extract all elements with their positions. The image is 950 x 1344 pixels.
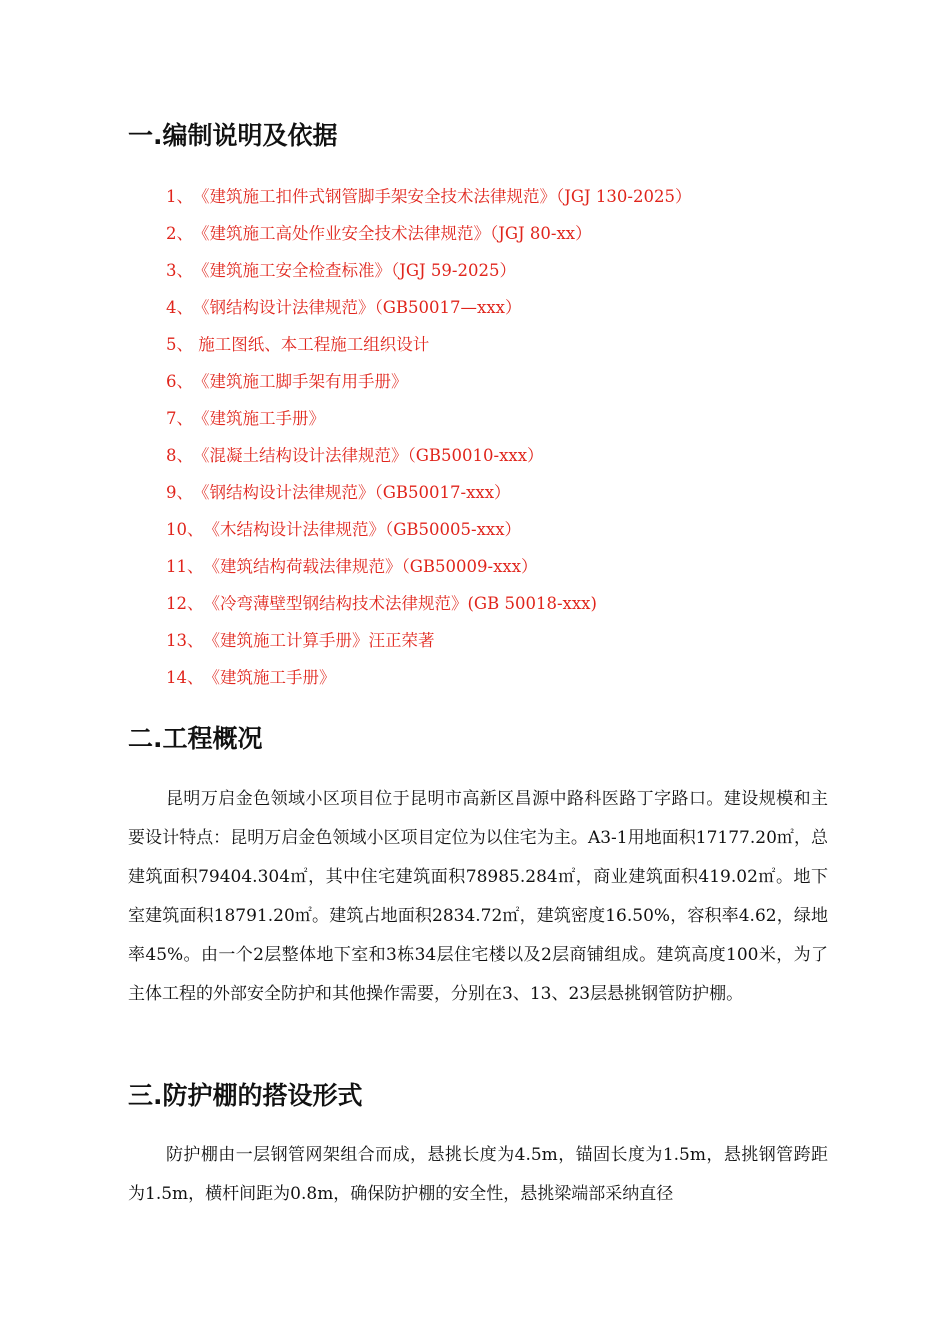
- reference-title: 《混凝土结构设计法律规范》（GB50010-xxx）: [193, 446, 544, 465]
- reference-number: 14、: [166, 668, 204, 687]
- reference-item: [166, 330, 691, 367]
- reference-item: [166, 404, 691, 441]
- reference-title: 《建筑施工高处作业安全技术法律规范》（JGJ 80-xx）: [193, 224, 592, 243]
- overview-paragraph: 昆明万启金色领域小区项目位于昆明市高新区昌源中路科医路丁字路口。建设规模和主要设计特点：昆明万启金色领域小区项目定位为以住宅为主。A3-1用地面积17177.20㎡，总建筑面积79404.304㎡，其中住宅建筑面积78985.284㎡，商业建筑面积419.02㎡。地下室建筑面积18791.20㎡。建筑占地面积2834.72㎡，建筑密度16.50%，容积率4.62，绿地率45%。由一个2层整体地下室和3栋34层住宅楼以及2层商铺组成。建筑高度100米，为了主体工程的外部安全防护和其他操作需要，分别在3、13、23层悬挑钢管防护棚。: [128, 789, 828, 1004]
- reference-item: [166, 552, 691, 589]
- section-heading-basis: 一.编制说明及依据: [128, 121, 338, 150]
- reference-item: [166, 515, 691, 552]
- reference-number: 10、: [166, 520, 204, 539]
- reference-item: [166, 589, 691, 626]
- reference-number: 8、: [166, 446, 193, 465]
- reference-number: 11、: [166, 557, 204, 576]
- reference-number: 7、: [166, 409, 193, 428]
- reference-title: 《建筑结构荷载法律规范》（GB50009-xxx）: [203, 557, 538, 576]
- canopy-form-paragraph: 防护棚由一层钢管网架组合而成，悬挑长度为4.5m，锚固长度为1.5m，悬挑钢管跨距为1.5m，横杆间距为0.8m，确保防护棚的安全性，悬挑梁端部采纳直径: [128, 1145, 828, 1204]
- reference-item: [166, 182, 691, 219]
- section-heading-overview: 二.工程概况: [128, 724, 263, 753]
- reference-title: 《建筑施工扣件式钢管脚手架安全技术法律规范》（JGJ 130-2025）: [193, 187, 692, 206]
- reference-item: [166, 478, 691, 515]
- reference-title: 《建筑施工脚手架有用手册》: [193, 372, 408, 391]
- reference-item: [166, 219, 691, 256]
- reference-title: 施工图纸、本工程施工组织设计: [193, 335, 430, 354]
- reference-number: 2、: [166, 224, 193, 243]
- reference-item: [166, 441, 691, 478]
- reference-number: 4、: [166, 298, 193, 317]
- reference-item: [166, 367, 691, 404]
- reference-item: [166, 256, 691, 293]
- reference-title: 《冷弯薄壁型钢结构技术法律规范》(GB 50018-xxx): [203, 594, 597, 613]
- reference-number: 5、: [166, 335, 193, 354]
- reference-item: [166, 626, 691, 663]
- reference-title: 《建筑施工手册》: [203, 668, 336, 687]
- reference-title: 《钢结构设计法律规范》（GB50017-xxx）: [193, 483, 511, 502]
- reference-title: 《钢结构设计法律规范》（GB50017—xxx）: [193, 298, 522, 317]
- reference-title: 《木结构设计法律规范》（GB50005-xxx）: [203, 520, 522, 539]
- reference-item: [166, 293, 691, 330]
- reference-list: [166, 182, 691, 700]
- reference-number: 3、: [166, 261, 193, 280]
- reference-number: 12、: [166, 594, 204, 613]
- reference-number: 1、: [166, 187, 193, 206]
- reference-item: [166, 663, 691, 700]
- reference-number: 13、: [166, 631, 204, 650]
- reference-title: 《建筑施工计算手册》汪正荣著: [203, 631, 435, 650]
- reference-number: 9、: [166, 483, 193, 502]
- reference-title: 《建筑施工安全检查标准》（JGJ 59-2025）: [193, 261, 516, 280]
- reference-title: 《建筑施工手册》: [193, 409, 325, 428]
- section-heading-canopy-form: 三.防护棚的搭设形式: [128, 1081, 363, 1110]
- reference-number: 6、: [166, 372, 193, 391]
